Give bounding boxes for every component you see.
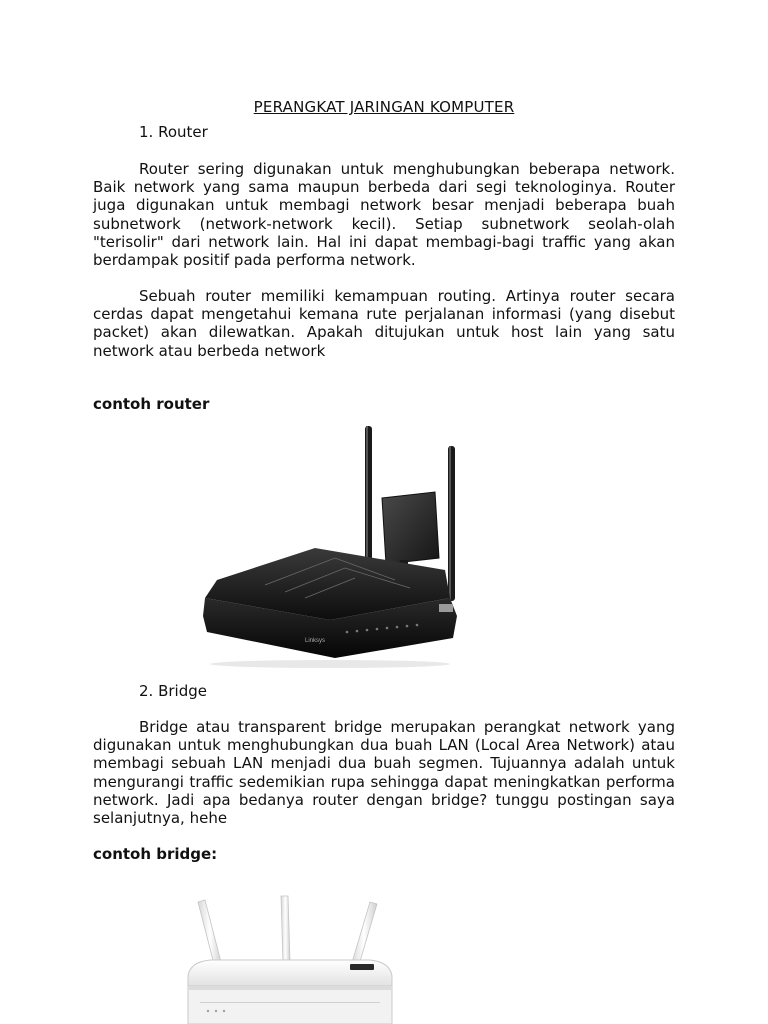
bridge-example-label: contoh bridge:: [93, 845, 218, 863]
bridge-paragraph-1: Bridge atau transparent bridge merupakan perangkat network yang digunakan untuk menghubungkan dua buah LAN (Local Area Network) atau membagi sebuah LAN menjadi dua buah segmen. Tujuannya adalah untuk mengurangi traffic sedemikian rupa sehingga dapat meningkatkan performa network. Jadi apa bedanya router dengan bridge? tunggu postingan saya selanjutnya, hehe: [93, 718, 675, 828]
bridge-image: [180, 890, 400, 1024]
section-heading-router: 1. Router: [139, 123, 208, 141]
router-paragraph-2: Sebuah router memiliki kemampuan routing. Artinya router secara cerdas dapat mengetahui kemana rute perjalanan informasi (yang disebut packet) akan dilewatkan. Apakah ditujukan untuk host lain yang satu network atau berbeda network: [93, 287, 675, 360]
router-image: [195, 420, 465, 670]
document-title: PERANGKAT JARINGAN KOMPUTER: [253, 98, 515, 116]
router-example-label: contoh router: [93, 395, 210, 413]
router-paragraph-1: Router sering digunakan untuk menghubungkan beberapa network. Baik network yang sama maupun berbeda dari segi teknologinya. Router juga digunakan untuk membagi network besar menjadi beberapa buah subnetwork (network-network kecil). Setiap subnetwork seolah-olah "terisolir" dari network lain. Hal ini dapat membagi-bagi traffic yang akan berdampak positif pada performa network.: [93, 160, 675, 270]
router-brand-logo: Linksys: [305, 638, 326, 644]
section-heading-bridge: 2. Bridge: [139, 682, 207, 700]
